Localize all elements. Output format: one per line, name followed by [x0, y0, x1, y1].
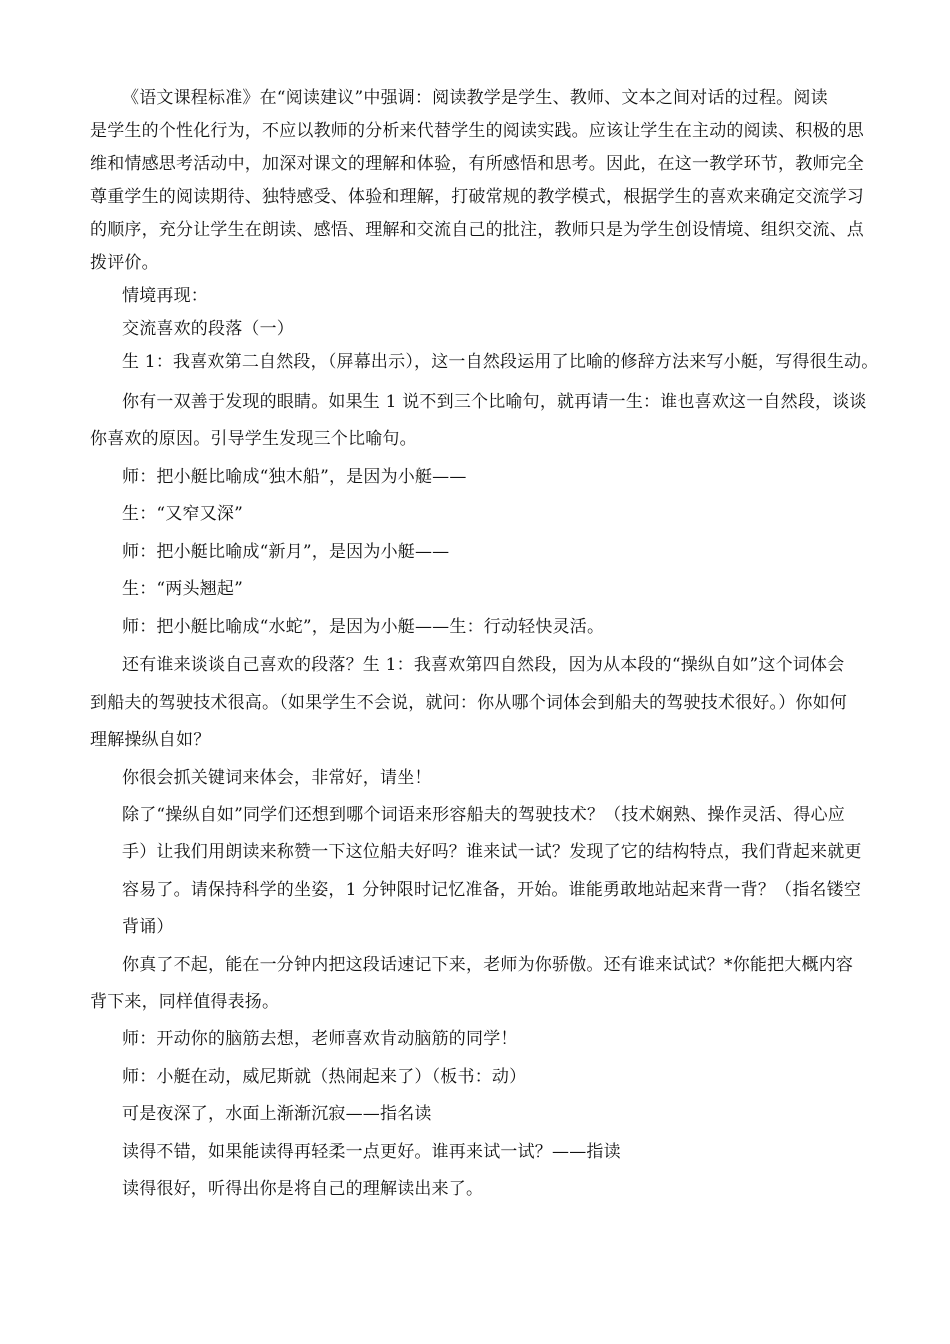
dialogue-line: 师：开动你的脑筋去想，老师喜欢肯动脑筋的同学！ [122, 1029, 518, 1049]
dialogue-line: 师：把小艇比喻成“独木船”，是因为小艇—— [122, 467, 467, 487]
dialogue-line: 师：把小艇比喻成“新月”，是因为小艇—— [122, 542, 450, 562]
dialogue-line: 生：“又窄又深” [122, 504, 243, 524]
section-label: 情境再现： [122, 286, 208, 306]
text-line: 维和情感思考活动中，加深对课文的理解和体验，有所感悟和思考。因此，在这一教学环节，教师完全 [90, 154, 864, 174]
text-line: 生 1：我喜欢第二自然段，（屏幕出示），这一自然段运用了比喻的修辞方法来写小艇，写得很生动。 [122, 352, 879, 372]
text-line: 《语文课程标准》在“阅读建议”中强调：阅读教学是学生、教师、文本之间对话的过程。阅读 [122, 88, 828, 108]
text-line: 可是夜深了，水面上渐渐沉寂——指名读 [122, 1104, 432, 1124]
text-line: 尊重学生的阅读期待、独特感受、体验和理解，打破常规的教学模式，根据学生的喜欢来确定交流学习 [90, 187, 864, 207]
dialogue-line: 师：小艇在动，威尼斯就（热闹起来了）（板书：动） [122, 1067, 527, 1087]
text-line: 你真了不起，能在一分钟内把这段话速记下来，老师为你骄傲。还有谁来试试？*你能把大概内容 [122, 955, 854, 975]
text-line: 背诵） [122, 917, 174, 937]
text-line: 你喜欢的原因。引导学生发现三个比喻句。 [90, 429, 417, 449]
text-line: 手）让我们用朗读来称赞一下这位船夫好吗？谁来试一试？发现了它的结构特点，我们背起来就更 [122, 842, 862, 862]
text-line: 理解操纵自如？ [90, 730, 211, 750]
text-line: 是学生的个性化行为，不应以教师的分析来代替学生的阅读实践。应该让学生在主动的阅读、积极的思 [90, 121, 864, 141]
text-line: 除了“操纵自如”同学们还想到哪个词语来形容船夫的驾驶技术？（技术娴熟、操作灵活、得心应 [122, 805, 845, 825]
text-line: 拨评价。 [90, 253, 159, 273]
text-line: 容易了。请保持科学的坐姿，1 分钟限时记忆准备，开始。谁能勇敢地站起来背一背？（指名镂空 [122, 880, 862, 900]
text-line: 还有谁来谈谈自己喜欢的段落？生 1：我喜欢第四自然段，因为从本段的“操纵自如”这个词体会 [122, 655, 845, 675]
dialogue-line: 生：“两头翘起” [122, 579, 243, 599]
section-heading: 交流喜欢的段落（一） [122, 319, 294, 339]
dialogue-line: 师：把小艇比喻成“水蛇”，是因为小艇——生：行动轻快灵活。 [122, 617, 605, 637]
text-line: 到船夫的驾驶技术很高。（如果学生不会说，就问：你从哪个词体会到船夫的驾驶技术很好。）你如何 [90, 693, 847, 713]
text-line: 背下来，同样值得表扬。 [90, 992, 280, 1012]
text-line: 读得不错，如果能读得再轻柔一点更好。谁再来试一试？——指读 [122, 1142, 621, 1162]
text-line: 读得很好，听得出你是将自己的理解读出来了。 [122, 1179, 484, 1199]
text-line: 的顺序，充分让学生在朗读、感悟、理解和交流自己的批注，教师只是为学生创设情境、组织交流、点 [90, 220, 864, 240]
text-line: 你有一双善于发现的眼睛。如果生 1 说不到三个比喻句，就再请一生：谁也喜欢这一自然段，谈谈 [122, 392, 867, 412]
text-line: 你很会抓关键词来体会，非常好，请坐！ [122, 768, 432, 788]
